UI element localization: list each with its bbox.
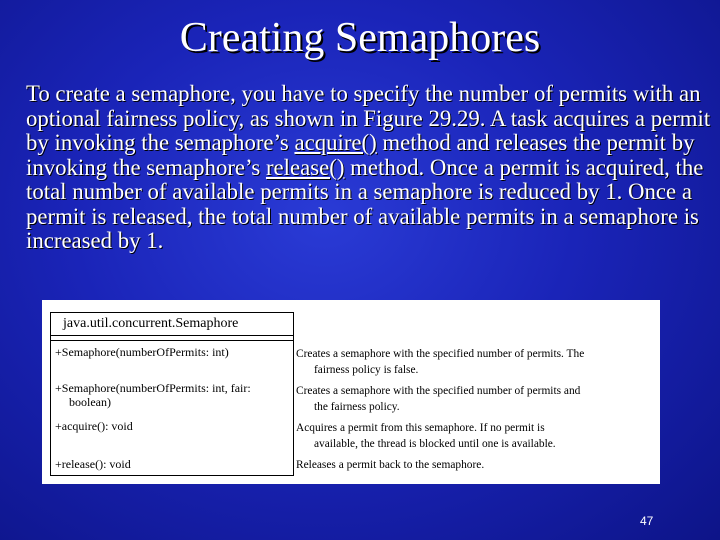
paragraph-text-part2: method and releases the permit by invoking the semaphore’s <box>26 130 695 180</box>
paragraph-text-part1: To create a semaphore, you have to specify the number of permits with an optional fairness policy, as shown in Figure 29.29. A task acquires a permit by invoking the semaphore’s <box>26 81 711 155</box>
release-method-name: release() <box>265 154 345 180</box>
description-line: Creates a semaphore with the specified number of permits. The <box>296 348 585 360</box>
uml-description-constructor-2 <box>296 383 656 415</box>
uml-class-box <box>50 312 294 476</box>
uml-description-constructor-1 <box>296 346 656 378</box>
acquire-method-name: acquire() <box>294 130 377 155</box>
uml-method-release <box>55 457 291 471</box>
description-line-cont: fairness policy is false. <box>314 364 419 376</box>
uml-description-release <box>296 457 656 473</box>
uml-method-constructor-1 <box>55 345 291 359</box>
uml-method-constructor-2 <box>55 381 291 409</box>
uml-method-signature: +Semaphore(numberOfPermits: int, fair: <box>55 381 251 395</box>
uml-method-acquire <box>55 419 291 433</box>
uml-method-signature: +acquire(): void <box>55 419 133 433</box>
uml-fields-compartment <box>51 336 293 341</box>
body-paragraph <box>26 82 711 254</box>
description-line-cont: the fairness policy. <box>314 401 400 413</box>
page-number: 47 <box>640 514 654 528</box>
uml-figure <box>42 300 660 484</box>
uml-method-signature: +Semaphore(numberOfPermits: int) <box>55 345 229 359</box>
uml-method-signature: +release(): void <box>55 457 131 471</box>
uml-method-signature-cont: boolean) <box>69 395 111 409</box>
paragraph-text-part3: method. Once a permit is acquired, the total number of available permits in a semaphore is reduced by 1. Once a permit is released, the total number of available permits in a semaphore is increased by 1. <box>26 154 704 253</box>
description-line: Releases a permit back to the semaphore. <box>296 459 485 471</box>
uml-class-name: java.util.concurrent.Semaphore <box>51 313 293 336</box>
slide-title: Creating Semaphores <box>179 15 541 61</box>
uml-description-acquire <box>296 420 656 452</box>
description-line-cont: available, the thread is blocked until one is available. <box>314 438 556 450</box>
description-line: Acquires a permit from this semaphore. If no permit is <box>296 422 545 434</box>
description-line: Creates a semaphore with the specified number of permits and <box>296 385 581 397</box>
